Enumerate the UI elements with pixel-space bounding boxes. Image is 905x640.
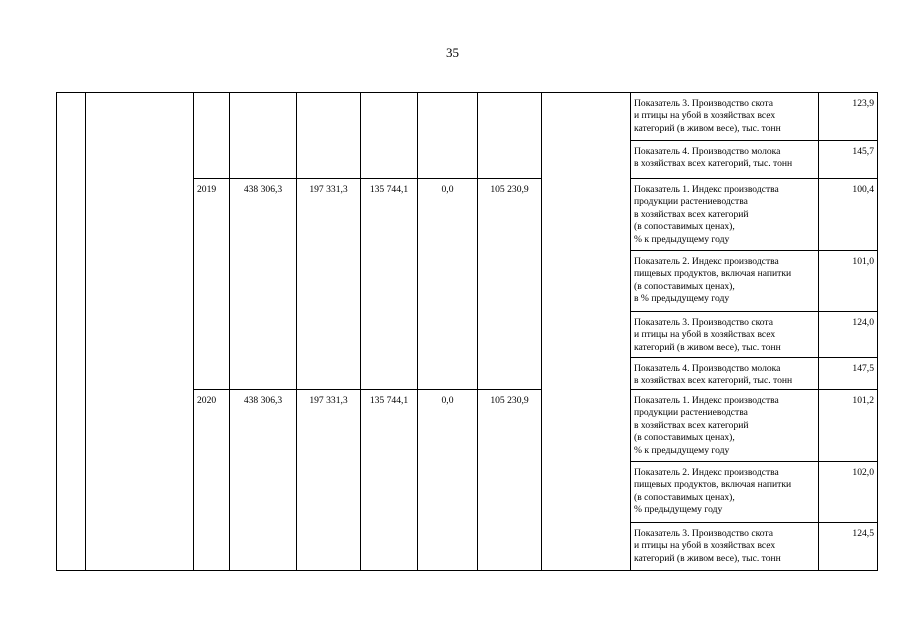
indicator-name-cell: Показатель 2. Индекс производства пищевых продуктов, включая напитки (в сопоставимых ценах), в % предыдущему году xyxy=(631,251,819,312)
regional-budget-cell xyxy=(361,93,418,179)
regional-budget-cell: 135 744,1 xyxy=(361,390,418,571)
extrabudgetary-cell xyxy=(478,93,542,179)
indicator-name-cell: Показатель 2. Индекс производства пищевых продуктов, включая напитки (в сопоставимых ценах), % предыдущему году xyxy=(631,462,819,523)
indicator-name-cell: Показатель 3. Производство скота и птицы на убой в хозяйствах всех категорий (в живом весе), тыс. тонн xyxy=(631,312,819,358)
indicator-value-cell: 101,0 xyxy=(819,251,878,312)
indicator-value-cell: 124,5 xyxy=(819,523,878,571)
program-funding-table xyxy=(56,92,878,571)
indicator-value-cell: 123,9 xyxy=(819,93,878,141)
indicator-name-cell: Показатель 4. Производство молока в хозяйствах всех категорий, тыс. тонн xyxy=(631,358,819,390)
local-budget-cell: 0,0 xyxy=(418,179,478,390)
local-budget-cell: 0,0 xyxy=(418,390,478,571)
row-number-cell xyxy=(57,93,86,571)
indicator-value-cell: 145,7 xyxy=(819,141,878,179)
extrabudgetary-cell: 105 230,9 xyxy=(478,390,542,571)
indicator-value-cell: 100,4 xyxy=(819,179,878,251)
indicator-name-cell: Показатель 1. Индекс производства продукции растениеводства в хозяйствах всех категорий (в сопоставимых ценах), % к предыдущему году xyxy=(631,179,819,251)
year-cell xyxy=(194,93,230,179)
activity-name-cell xyxy=(86,93,194,571)
indicator-value-cell: 147,5 xyxy=(819,358,878,390)
extrabudgetary-cell: 105 230,9 xyxy=(478,179,542,390)
regional-budget-cell: 135 744,1 xyxy=(361,179,418,390)
indicator-value-cell: 124,0 xyxy=(819,312,878,358)
indicator-name-cell: Показатель 1. Индекс производства продукции растениеводства в хозяйствах всех категорий (в сопоставимых ценах), % к предыдущему году xyxy=(631,390,819,462)
year-cell: 2020 xyxy=(194,390,230,571)
indicator-name-cell: Показатель 3. Производство скота и птицы на убой в хозяйствах всех категорий (в живом весе), тыс. тонн xyxy=(631,523,819,571)
indicator-value-cell: 102,0 xyxy=(819,462,878,523)
indicator-name-cell: Показатель 4. Производство молока в хозяйствах всех категорий, тыс. тонн xyxy=(631,141,819,179)
table-row xyxy=(57,93,878,141)
responsible-executor-cell xyxy=(542,93,631,571)
federal-budget-cell: 197 331,3 xyxy=(297,179,361,390)
federal-budget-cell xyxy=(297,93,361,179)
federal-budget-cell: 197 331,3 xyxy=(297,390,361,571)
indicator-name-cell: Показатель 3. Производство скота и птицы на убой в хозяйствах всех категорий (в живом весе), тыс. тонн xyxy=(631,93,819,141)
total-funding-cell xyxy=(230,93,297,179)
table-body xyxy=(57,93,878,571)
indicator-value-cell: 101,2 xyxy=(819,390,878,462)
total-funding-cell: 438 306,3 xyxy=(230,179,297,390)
year-cell: 2019 xyxy=(194,179,230,390)
total-funding-cell: 438 306,3 xyxy=(230,390,297,571)
local-budget-cell xyxy=(418,93,478,179)
page-number: 35 xyxy=(446,45,459,60)
